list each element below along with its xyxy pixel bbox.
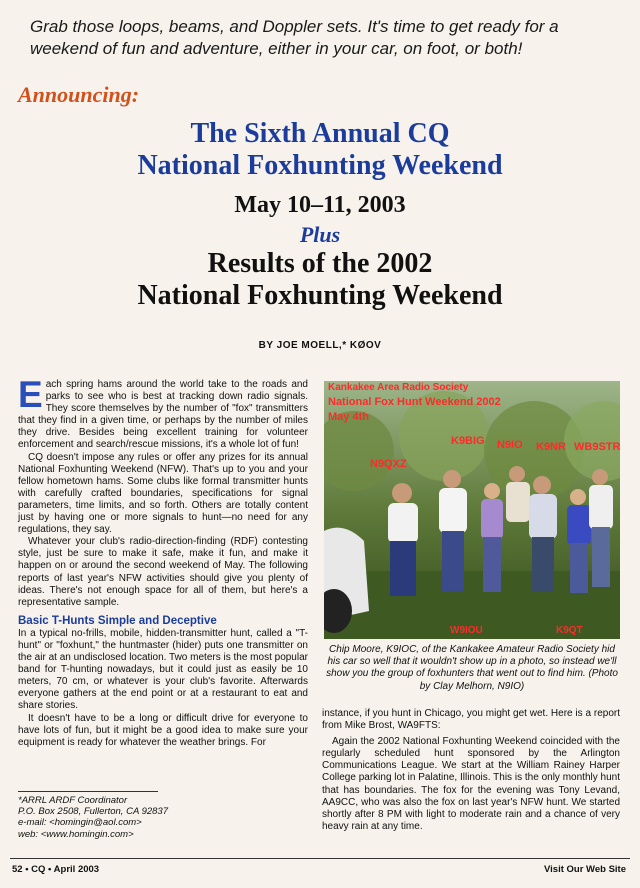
callsign-label: K9QT: [556, 625, 583, 636]
paragraph-3: Whatever your club's radio-direction-finding (RDF) contesting style, just be sure to make it safe, make it fun, and make it happen on or around the second weekend of May. The following reports of last year's NFW activities should give you plenty of ideas. There's not enough space for all of them, but here's a representative sample.: [18, 536, 308, 608]
paragraph-2: CQ doesn't impose any rules or offer any prizes for its annual National Foxhunting Weekend (NFW). That's up to you and your fellow hometown hams. Some clubs like formal transmitter hunts with carefully crafted boundaries, specifications for signal parameters, time limits, and so forth. Others are totally content just by having one or more signals to hunt—no need for any regulations, they say.: [18, 451, 308, 536]
title-line-2: National Foxhunting Weekend: [137, 150, 503, 181]
announcing-label: Announcing:: [18, 82, 140, 107]
plus-label: Plus: [299, 222, 341, 247]
section-heading: Basic T-Hunts Simple and Deceptive: [18, 614, 217, 627]
photo-banner-3: May 4th: [328, 411, 369, 423]
callsign-label: W9IOU: [450, 625, 483, 636]
drop-cap: E: [18, 374, 43, 415]
footer-divider: [10, 858, 630, 859]
callsign-label: N9IO: [497, 439, 523, 451]
paragraph-4: In a typical no-frills, mobile, hidden-transmitter hunt, called a "T-hunt" or "foxhunt," the huntmaster (hider) puts one transmitter on the air at an undisclosed location. Two meters is the most popular band for T-hunting nowadays, but it could just as easily be 10 meters, 70 cm, or whatever is your club's favorite. Afterwards everyone gathers at the end point or at a restaurant to eat and share stories.: [18, 627, 308, 712]
photo-caption: Chip Moore, K9IOC, of the Kankakee Amateur Radio Society hid his car so well that it wouldn't show up in a photo, so instead we'll show you the group of foxhunters that went out to find him. (Photo by Clay Melhorn, N9IO): [326, 644, 618, 692]
results-line-2: National Foxhunting Weekend: [137, 280, 503, 311]
title-line-1: The Sixth Annual CQ: [190, 118, 450, 149]
page-folio: 52 • CQ • April 2003: [12, 864, 100, 875]
article-left-column: [18, 374, 308, 749]
callsign-label: WB9STR: [574, 441, 620, 453]
footnote-email: e-mail: <homingin@aol.com>: [18, 817, 142, 829]
photo-banner-1: Kankakee Area Radio Society: [328, 382, 469, 393]
event-date: May 10–11, 2003: [234, 192, 406, 218]
paragraph-5: It doesn't have to be a long or difficult drive for everyone to have lots of fun, but it might be a good idea to make sure your equipment is ready for whatever the weather brings. For: [18, 712, 308, 748]
callsign-label: K9NR: [536, 441, 566, 453]
footer-promo: Visit Our Web Site: [543, 864, 626, 875]
results-line-1: Results of the 2002: [207, 248, 433, 279]
callsign-label: N9QXZ: [370, 458, 407, 470]
title-block: [0, 118, 640, 312]
right-paragraph-2: Again the 2002 National Foxhunting Weekend coincided with the regularly scheduled hunt sponsored by the Arlington Communications League. We start at the William Rainey Harper College parking lot in Palatine, Illinois. This is the only monthly hunt that has boundaries. The fox for the evening was Tony Levand, AA9CC, who was also the fox on last year's NFW hunt. We started shortly after 8 PM with light to moderate rain and a chance of very heavy rain at any time.: [322, 736, 620, 832]
photo-illustration: [324, 381, 620, 639]
footnote-line: P.O. Box 2508, Fullerton, CA 92837: [18, 806, 168, 818]
paragraph-1: [18, 374, 308, 452]
footnote-line: *ARRL ARDF Coordinator: [18, 795, 128, 806]
footnote-web: web: <www.homingin.com>: [18, 828, 134, 840]
callsign-label: K9BIG: [451, 435, 485, 447]
byline: BY JOE MOELL,* KØOV: [258, 340, 382, 351]
photo-banner-2: National Fox Hunt Weekend 2002: [328, 396, 501, 408]
group-photo: [324, 381, 620, 639]
footnote-divider: [18, 791, 158, 792]
intro-blurb: Grab those loops, beams, and Doppler sets. It's time to get ready for a weekend of fun and adventure, either in your car, on foot, or both!: [30, 17, 559, 58]
paragraph-1-text: ach spring hams around the world take to the roads and parks to see who is best at tracking down radio signals. They score themselves by the number of "fox" transmitters that they find in a given time, or perhaps by the number of miles they drive. Besides being excellent training for volunteer enforcement and search/rescue missions, it's a whole lot of fun!: [18, 379, 308, 451]
author-footnote: [18, 795, 308, 840]
article-right-column: [322, 708, 620, 837]
right-paragraph-1: instance, if you hunt in Chicago, you might get wet. Here is a report from Mike Brost, WA9FTS:: [322, 708, 620, 732]
